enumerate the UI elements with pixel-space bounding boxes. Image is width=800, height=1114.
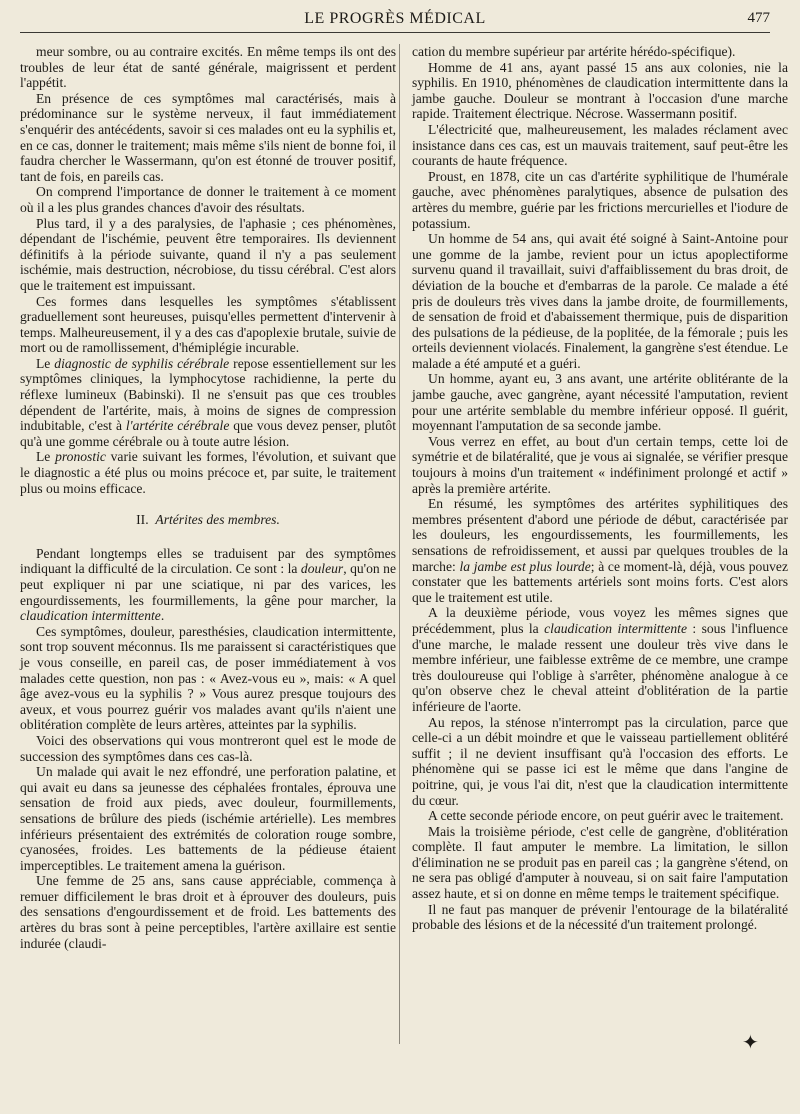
body-text: A la deuxième période, vous voyez les mêmes signes que précédemment, plus la (412, 605, 788, 636)
paragraph (412, 44, 788, 60)
right-column (412, 44, 788, 933)
paragraph (412, 169, 788, 231)
italic-text: claudication intermittente (544, 620, 687, 636)
paragraph (20, 91, 396, 185)
body-text: que vous devez penser, plutôt qu'à une gomme cérébrale ou à toute autre lésion. (20, 418, 396, 449)
paragraph (20, 449, 396, 496)
paragraph (20, 873, 396, 951)
paragraph (20, 624, 396, 733)
body-text: . (160, 608, 165, 624)
paragraph (20, 546, 396, 624)
page-number: 477 (747, 10, 770, 26)
body-text: Pendant longtemps elles se traduisent par des symptômes indiquant la difficulté de la circulation. Ce sont : la (20, 545, 396, 577)
body-text: Un malade qui avait le nez effondré, une perforation palatine, et qui avait eu dans sa jeunesse des céphalées frontales, éprouva une sensation de froid aux pieds, avec douleur, fourmillements, sensations de brûlure des pieds (ischémie artérielle). Les membres inférieurs présentaient des extrémités de coloration rouge sombre, cyanosées, froides. Les battements de la pédieuse étaient imperceptibles. Le traitement amena la guérison. (20, 764, 396, 873)
paragraph (20, 44, 396, 91)
section-heading (20, 512, 396, 528)
italic-text: l'artérite cérébrale (125, 418, 230, 434)
body-text: Vous verrez en effet, au bout d'un certain temps, cette loi de symétrie et de bilatéralité, que je vous ai signalée, se vérifier presque toujours à moins d'un traitement « indéfiniment prolongé et actif » après la première artérite. (412, 433, 788, 496)
section-number: II. (136, 512, 149, 528)
body-text: L'électricité que, malheureusement, les malades réclament avec insistance dans ces cas, est un mauvais traitement, sauf peut-être les courants de haute fréquence. (412, 121, 788, 169)
paragraph (20, 356, 396, 450)
body-text: Plus tard, il y a des paralysies, de l'aphasie ; ces phénomènes, dépendant de l'ischémie, peuvent être temporaires. Ils deviennent définitifs à la période suivante, quand il n'y a pas seulement ischémie, mais destruction, nécrobiose, du tissu cérébral. C'est alors que le traitement est impuissant. (20, 215, 396, 293)
italic-text: diagnostic de syphilis cérébrale (54, 355, 230, 371)
body-text: Le (36, 355, 55, 371)
paragraph (412, 371, 788, 433)
paragraph (412, 122, 788, 169)
running-header (20, 8, 770, 33)
body-text: Proust, en 1878, cite un cas d'artérite syphilitique de l'humérale gauche, avec phénomènes paralytiques, absence de pulsation des artères du membre, guérie par les frictions mercurielles et l'iodure de potassium. (412, 168, 788, 231)
body-text: Ces formes dans lesquelles les symptômes s'établissent graduellement sont heureuses, puisqu'elles permettent d'intervenir à temps. Malheureusement, il y a des cas d'apoplexie brutale, suivie de mort ou de ramollissement, d'hémiplégie incurable. (20, 293, 396, 356)
body-text: Un homme, ayant eu, 3 ans avant, une artérite oblitérante de la jambe gauche, avec gangrène, ayant nécessité l'amputation, revient pour une artérite semblable du membre inférieur opposé. Il guérit, moyennant l'amputation de sa seconde jambe. (412, 371, 788, 434)
column-divider (399, 44, 400, 1044)
body-text: En résumé, les symptômes des artérites syphilitiques des membres présentent d'abord une période de début, caractérisée par les douleurs, les engourdissements, les fourmillements, les sensations de refroidissement, et aussi par quelques troubles de la marche: (412, 496, 788, 574)
body-text: repose essentiellement sur les symptômes cliniques, la lymphocytose rachidienne, la perte du réflexe lumineux (Babinski). Il ne s'ensuit pas que ces troubles dépendent de l'artérite, mais, à moins de signes de compression indubitable, c'est à (20, 355, 396, 434)
body-text: , qu'on ne peut expliquer ni par une sciatique, ni par des varices, les engourdissements, les fourmillements, la gêne pour marcher, la (20, 561, 396, 608)
paragraph (20, 216, 396, 294)
body-text: Au repos, la sténose n'interrompt pas la circulation, parce que celle-ci a un débit moindre et que le vaisseau partiellement oblitéré suffit ; il ne devient insuffisant qu'à l'occasion des efforts. Le phénomène qui se passe ici est le même que dans l'angine de poitrine, qui, je vous l'ai dit, n'est que la claudication intermittente du cœur. (412, 714, 788, 808)
italic-text: pronostic (55, 449, 106, 465)
paragraph (412, 60, 788, 122)
italic-text: douleur (300, 561, 344, 577)
body-text: A cette seconde période encore, on peut guérir avec le traitement. (428, 808, 784, 824)
body-text: Mais la troisième période, c'est celle de gangrène, d'oblitération complète. Il faut amputer le membre. La limitation, le sillon d'élimination ne se produit pas en pareil cas ; la gangrène s'étend, on ne sera pas obligé d'amputer à nouveau, si on sait faire l'amputation assez haute, et si on donne en même temps le traitement spécifique. (412, 823, 788, 902)
paragraph (412, 902, 788, 933)
left-column (20, 44, 396, 951)
body-text: Une femme de 25 ans, sans cause appréciable, commença à remuer difficilement le bras droit et à éprouver des douleurs, puis des sensations d'engourdissement et de froid. Les battements des artères du bras sont à peine perceptibles, l'artère axillaire est sentie indurée (claudi- (20, 873, 396, 951)
paragraph (412, 605, 788, 714)
body-text: : sous l'influence d'une marche, le malade ressent une douleur très vive dans le membre inférieur, une faiblesse extrême de ce membre, une crampe très douloureuse qui l'oblige à s'arrêter, phénomène analogue à ce qu'on observe chez le cheval atteint d'oblitération de la partie inférieure de l'aorte. (412, 620, 788, 714)
body-text: ; à ce moment-là, déjà, vous pouvez constater que les battements artériels sont moins forts. C'est alors que le traitement est utile. (412, 558, 788, 605)
paragraph (412, 496, 788, 605)
paragraph (20, 733, 396, 764)
section-title: Artérites des membres. (155, 512, 280, 528)
italic-text: la jambe est plus lourde (459, 558, 591, 574)
paragraph (412, 824, 788, 902)
italic-text: claudication intermittente (20, 608, 161, 624)
body-text: Voici des observations qui vous montreront quel est le mode de succession des symptômes dans ces cas-là. (20, 732, 396, 764)
paragraph (20, 184, 396, 215)
body-text: Ces symptômes, douleur, paresthésies, claudication intermittente, sont trop souvent méconnus. Ils me paraissent si caractéristiques que je vous conseille, en pareil cas, de poser immédiatement à vos malades cette question, non pas : « Avez-vous eu », mais: « A quel âge avez-vous eu la syphilis ? » Vous aurez presque toujours des aveux, et vous pourrez guérir vos malades avant qu'ils n'aient une oblitération complète de leurs artères, atteintes par la syphilis. (20, 623, 396, 733)
body-text: On comprend l'importance de donner le traitement à ce moment où il a les plus grandes chances d'avoir des résultats. (20, 184, 396, 215)
paragraph (20, 764, 396, 873)
end-ornament: ✦ (742, 1032, 759, 1054)
paragraph (412, 434, 788, 496)
body-text: varie suivant les formes, l'évolution, et suivant que le diagnostic a été plus ou moins précoce et, par suite, le traitement plus ou moins efficace. (20, 449, 396, 496)
body-text: En présence de ces symptômes mal caractérisés, mais à prédominance sur le système nerveux, il faut immédiatement s'enquérir des antécédents, savoir si ces malades ont eu la syphilis et, en ce cas, donner le traitement; mais même s'ils nient de bonne foi, il faudra chercher le Wassermann, qu'on est étonné de trouver positif, tant de fois, en pareils cas. (20, 90, 396, 184)
body-text: Le (36, 449, 56, 465)
body-text: Homme de 41 ans, ayant passé 15 ans aux colonies, nie la syphilis. En 1910, phénomènes de claudication intermittente dans la jambe gauche. Douleur se montrant à l'occasion d'une marche rapide. Traitement électrique. Nécrose. Wassermann positif. (412, 59, 788, 122)
journal-title: LE PROGRÈS MÉDICAL (304, 10, 486, 27)
body-text: Un homme de 54 ans, qui avait été soigné à Saint-Antoine pour une gomme de la jambe, revient pour un ictus apoplectiforme survenu quand il travaillait, suivi d'affaiblissement du bras droit, de déviation de la bouche et d'embarras de la parole. Ce malade a été pris de douleurs très vives dans la jambe droite, de fourmillements, de sensation de froid et d'abaissement thermique, puis de disparition des pulsations de la pédieuse, de la poplitée, de la fémorale ; puis les orteils deviennent violacés. Finalement, la gangrène s'est étendue. Le malade a été amputé et a guéri. (412, 231, 788, 371)
paragraph (412, 715, 788, 809)
body-text: meur sombre, ou au contraire excités. En même temps ils ont des troubles de leur état de santé générale, maigrissent et perdent l'appétit. (20, 44, 396, 91)
body-text: Il ne faut pas manquer de prévenir l'entourage de la bilatéralité probable des lésions et de la nécessité d'un traitement prolongé. (412, 901, 788, 933)
paragraph (412, 231, 788, 371)
paragraph (20, 294, 396, 356)
paragraph (412, 808, 788, 824)
body-text: cation du membre supérieur par artérite hérédo-spécifique). (412, 44, 736, 59)
